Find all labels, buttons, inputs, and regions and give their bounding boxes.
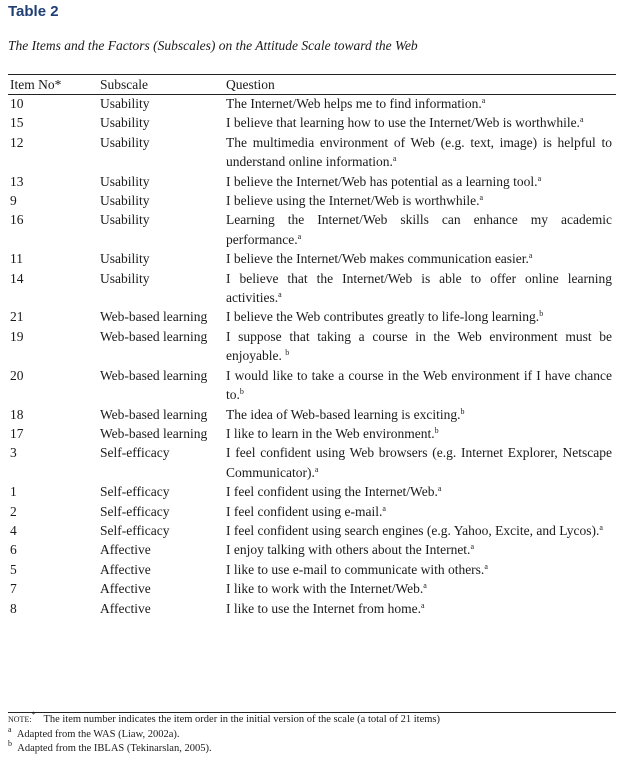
cell-question xyxy=(224,210,616,249)
cell-item-no: 8 xyxy=(10,600,17,616)
cell-item-no: 13 xyxy=(10,173,24,189)
cell-question xyxy=(224,405,616,424)
table-row xyxy=(8,172,616,191)
table-top-rule xyxy=(8,74,616,75)
items-table xyxy=(8,76,616,618)
footnote-mark: b xyxy=(434,425,439,435)
question-text: Learning the Internet/Web skills can enhance my academic performance. xyxy=(226,212,612,247)
footnote-mark: a xyxy=(297,231,302,241)
question-text: I believe the Web contributes greatly to life-long learning. xyxy=(226,309,540,325)
cell-item-no: 2 xyxy=(10,503,17,519)
question-text: I believe the Internet/Web has potential as a learning tool. xyxy=(226,173,538,189)
cell-subscale: Usability xyxy=(100,96,150,111)
table-caption: The Items and the Factors (Subscales) on the Attitude Scale toward the Web xyxy=(8,38,418,53)
cell-item-no: 4 xyxy=(10,522,17,538)
table-row xyxy=(8,502,616,521)
cell-subscale: Web-based learning xyxy=(100,406,208,422)
cell-subscale: Web-based learning xyxy=(100,425,208,441)
question-text: I suppose that taking a course in the Web environment must be enjoyable. xyxy=(226,328,612,364)
footnote-mark: a xyxy=(423,581,427,591)
cell-subscale: Usability xyxy=(100,173,150,189)
cell-question xyxy=(224,502,616,521)
table-row xyxy=(8,210,616,249)
footnote-mark: a xyxy=(479,193,484,203)
cell-item-no: 17 xyxy=(10,425,24,441)
cell-subscale: Usability xyxy=(100,134,150,150)
footnote-mark: b xyxy=(285,348,290,358)
question-text: I believe that learning how to use the Internet/Web is worthwhile. xyxy=(226,115,580,131)
cell-question xyxy=(224,269,616,308)
cell-question xyxy=(224,579,616,598)
cell-subscale: Usability xyxy=(100,115,150,131)
cell-item-no: 20 xyxy=(10,367,24,383)
header-subscale: Subscale xyxy=(100,77,148,92)
cell-item-no: 10 xyxy=(10,96,24,111)
cell-question xyxy=(224,599,616,618)
question-text: I feel confident using e-mail. xyxy=(226,503,383,519)
cell-subscale: Web-based learning xyxy=(100,328,208,344)
note-b-line xyxy=(8,739,616,757)
table-title: Table 2 xyxy=(8,3,59,20)
cell-subscale: Affective xyxy=(100,581,151,597)
question-text: I feel confident using search engines (e.g. Yahoo, Excite, and Lycos). xyxy=(226,522,600,538)
cell-question xyxy=(224,560,616,579)
table-row xyxy=(8,482,616,501)
cell-subscale: Affective xyxy=(100,542,151,558)
table-row xyxy=(8,249,616,268)
table-row xyxy=(8,327,616,366)
cell-item-no: 15 xyxy=(10,115,24,131)
question-text: I feel confident using the Internet/Web. xyxy=(226,484,438,500)
footnote-mark: a xyxy=(278,290,282,300)
cell-subscale: Usability xyxy=(100,270,150,286)
cell-subscale: Usability xyxy=(100,193,150,209)
question-text: I believe that the Internet/Web is able to offer online learning activities. xyxy=(226,270,612,306)
table-row xyxy=(8,307,616,326)
question-text: I like to learn in the Web environment. xyxy=(226,425,435,441)
table-row xyxy=(8,269,616,308)
cell-item-no: 9 xyxy=(10,193,17,209)
question-text: I feel confident using Web browsers (e.g. Internet Explorer, Netscape Communicator). xyxy=(226,445,612,480)
cell-question xyxy=(224,113,616,132)
question-text: I like to use e-mail to communicate with others. xyxy=(226,561,485,577)
cell-subscale: Self-efficacy xyxy=(100,503,170,519)
question-text: The Internet/Web helps me to find information. xyxy=(226,96,482,111)
cell-question xyxy=(224,94,616,113)
table-row xyxy=(8,113,616,132)
cell-question xyxy=(224,424,616,443)
footnote-mark: a xyxy=(437,484,442,494)
cell-subscale: Self-efficacy xyxy=(100,522,170,538)
table-row xyxy=(8,579,616,598)
table-header xyxy=(8,76,616,94)
footnote-mark: a xyxy=(382,503,386,513)
table-body xyxy=(8,94,616,618)
table-row xyxy=(8,133,616,172)
note-star-mark: * xyxy=(31,710,36,719)
table-row xyxy=(8,443,616,482)
footnote-mark: b xyxy=(539,309,544,319)
footnote-mark: a xyxy=(470,542,474,552)
footnote-mark: a xyxy=(481,96,486,105)
footnote-mark: a xyxy=(484,561,488,571)
cell-question xyxy=(224,191,616,210)
table-row xyxy=(8,191,616,210)
cell-item-no: 21 xyxy=(10,309,24,325)
cell-item-no: 6 xyxy=(10,542,17,558)
cell-subscale: Affective xyxy=(100,600,151,616)
table-notes xyxy=(8,710,616,757)
cell-subscale: Usability xyxy=(100,251,150,267)
cell-item-no: 12 xyxy=(10,134,24,150)
cell-question xyxy=(224,366,616,405)
table-row xyxy=(8,560,616,579)
note-a-mark: a xyxy=(8,724,12,734)
footnote-mark: a xyxy=(599,522,603,532)
table-row xyxy=(8,540,616,559)
cell-question xyxy=(224,443,616,482)
cell-question xyxy=(224,249,616,268)
cell-item-no: 18 xyxy=(10,406,24,422)
table-row xyxy=(8,405,616,424)
cell-subscale: Usability xyxy=(100,212,150,228)
cell-item-no: 14 xyxy=(10,270,24,286)
cell-subscale: Self-efficacy xyxy=(100,445,170,461)
footnote-mark: a xyxy=(314,464,319,474)
header-item-no: Item No* xyxy=(10,77,62,92)
cell-item-no: 16 xyxy=(10,212,24,228)
note-b-mark: b xyxy=(8,739,12,748)
cell-question xyxy=(224,133,616,172)
question-text: The idea of Web-based learning is exciting. xyxy=(226,406,461,422)
note-star-line xyxy=(8,710,616,728)
cell-item-no: 5 xyxy=(10,561,17,577)
note-label: NOTE: xyxy=(8,715,32,724)
cell-item-no: 11 xyxy=(10,251,23,267)
cell-question xyxy=(224,540,616,559)
question-text: I enjoy talking with others about the Internet. xyxy=(226,542,471,558)
cell-subscale: Web-based learning xyxy=(100,367,208,383)
cell-question xyxy=(224,521,616,540)
cell-question xyxy=(224,327,616,366)
footnote-mark: b xyxy=(460,406,465,416)
footnote-mark: a xyxy=(392,154,397,164)
table-row xyxy=(8,521,616,540)
table-row xyxy=(8,366,616,405)
table-row xyxy=(8,599,616,618)
question-text: I like to work with the Internet/Web. xyxy=(226,581,424,597)
cell-question xyxy=(224,482,616,501)
footnote-mark: a xyxy=(420,600,425,610)
note-a-text: Adapted from the WAS (Liaw, 2002a). xyxy=(16,728,180,740)
cell-question xyxy=(224,172,616,191)
question-text: I would like to take a course in the Web environment if I have chance to. xyxy=(226,367,612,403)
cell-subscale: Affective xyxy=(100,561,151,577)
footnote-mark: b xyxy=(239,387,244,397)
table-row xyxy=(8,94,616,113)
cell-item-no: 19 xyxy=(10,328,24,344)
question-text: I like to use the Internet from home. xyxy=(226,600,421,616)
footnote-mark: a xyxy=(579,115,584,125)
footnote-mark: a xyxy=(537,173,542,183)
cell-item-no: 3 xyxy=(10,445,17,461)
cell-subscale: Self-efficacy xyxy=(100,484,170,500)
note-b-text: Adapted from the IBLAS (Tekinarslan, 2005). xyxy=(17,743,212,754)
table-row xyxy=(8,424,616,443)
question-text: I believe using the Internet/Web is worthwhile. xyxy=(226,193,480,209)
note-star-text: The item number indicates the item order in the initial version of the scale (a total of 21 items) xyxy=(43,714,440,725)
cell-subscale: Web-based learning xyxy=(100,309,208,325)
note-a-line xyxy=(8,724,616,743)
question-text: I believe the Internet/Web makes communication easier. xyxy=(226,251,529,267)
question-text: The multimedia environment of Web (e.g. text, image) is helpful to understand online information. xyxy=(226,134,612,170)
cell-item-no: 7 xyxy=(10,581,17,597)
cell-question xyxy=(224,307,616,326)
cell-item-no: 1 xyxy=(10,484,17,500)
footnote-mark: a xyxy=(528,251,533,261)
header-question: Question xyxy=(226,77,275,92)
